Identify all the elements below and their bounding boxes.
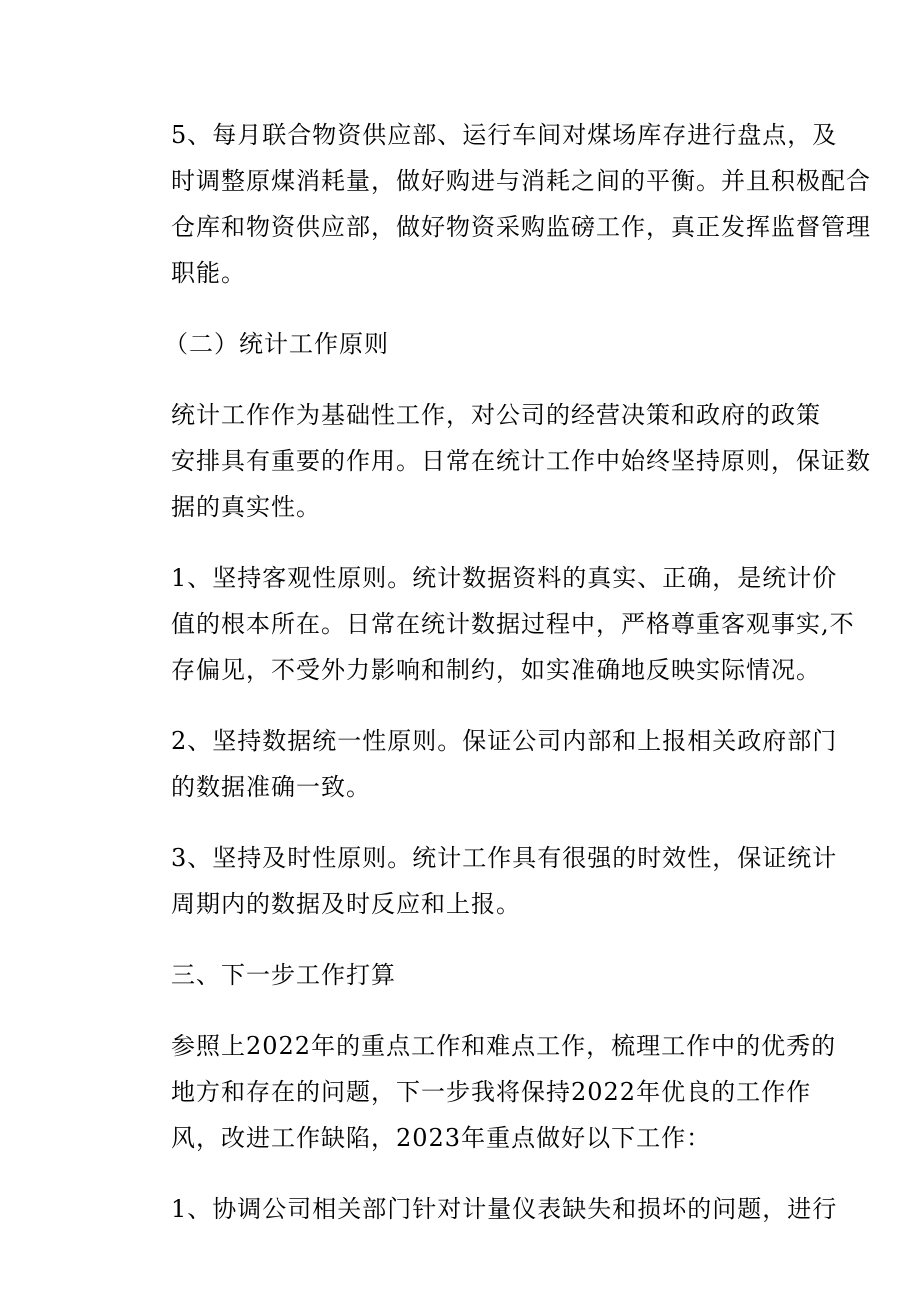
paragraph [140, 392, 871, 530]
text-line: 周期内的数据及时反应和上报。 [171, 890, 521, 918]
section-heading [140, 952, 785, 998]
text-line: 据的真实性。 [171, 493, 321, 521]
text-line: 2、坚持数据统一性原则。保证公司内部和上报相关政府部门 [171, 727, 838, 755]
section-heading [140, 321, 785, 367]
text-line: 安排具有重要的作用。日常在统计工作中始终坚持原则，保证数 [171, 447, 871, 475]
text-line: 1、协调公司相关部门针对计量仪表缺失和损坏的问题，进行 [171, 1195, 838, 1223]
paragraph [140, 718, 838, 810]
paragraph [140, 112, 871, 296]
text-line: 3、坚持及时性原则。统计工作具有很强的时效性，保证统计 [171, 844, 838, 872]
text-line: 风，改进工作缺陷，2023年重点做好以下工作： [171, 1124, 712, 1152]
text-line: 5、每月联合物资供应部、运行车间对煤场库存进行盘点，及 [171, 121, 838, 149]
text-line: 1、坚持客观性原则。统计数据资料的真实、正确，是统计价 [171, 564, 838, 592]
text-line: 的数据准确一致。 [171, 773, 371, 801]
text-line: （二）统计工作原则 [164, 330, 389, 358]
text-line: 时调整原煤消耗量，做好购进与消耗之间的平衡。并且积极配合 [171, 167, 871, 195]
text-line: 三、下一步工作打算 [171, 961, 396, 989]
text-line: 仓库和物资供应部，做好物资采购监磅工作，真正发挥监督管理 [171, 213, 871, 241]
paragraph [140, 835, 838, 927]
text-line: 值的根本所在。日常在统计数据过程中，严格尊重客观事实,不 [171, 610, 855, 638]
text-line: 存偏见，不受外力影响和制约，如实准确地反映实际情况。 [171, 656, 821, 684]
paragraph [140, 1186, 838, 1232]
document-body [140, 112, 871, 1257]
text-line: 统计工作作为基础性工作，对公司的经营决策和政府的政策 [171, 401, 821, 429]
paragraph [140, 555, 855, 693]
text-line: 参照上2022年的重点工作和难点工作，梳理工作中的优秀的 [171, 1032, 837, 1060]
paragraph [140, 1023, 837, 1161]
text-line: 职能。 [171, 259, 246, 287]
text-line: 地方和存在的问题，下一步我将保持2022年优良的工作作 [171, 1078, 812, 1106]
